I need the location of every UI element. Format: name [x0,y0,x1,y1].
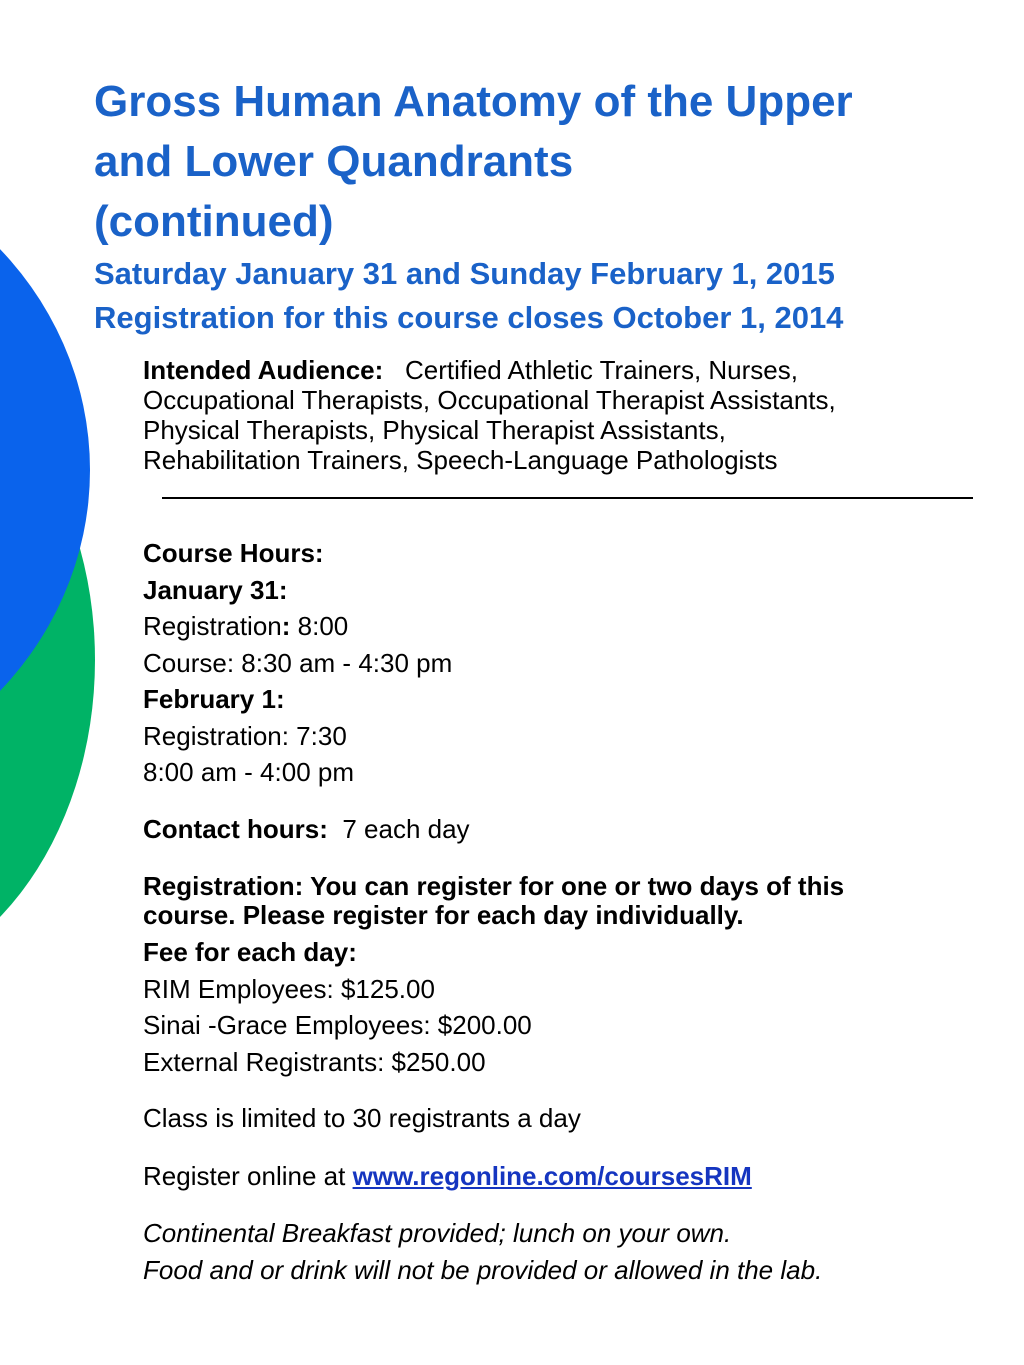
audience-section [143,355,1003,475]
fee-item: Sinai -Grace Employees: $200.00 [143,1010,532,1040]
class-limit: Class is limited to 30 registrants a day [143,1103,581,1133]
day1-label: January 31: [143,574,288,605]
fee-item: RIM Employees: $125.00 [143,973,435,1004]
contact-hours-section [143,811,1003,848]
course-title-line-2: and Lower Quandrants [94,137,574,186]
audience-line-1 [143,355,1003,385]
contact-hours-value: 7 each day [342,814,470,844]
class-limit-section [143,1100,1003,1137]
course-hours-heading: Course Hours: [143,538,324,568]
fees-heading: Fee for each day: [143,937,357,967]
day2-registration: Registration: 7:30 [143,720,347,751]
fee-item: External Registrants: $250.00 [143,1046,486,1077]
day2-label: February 1: [143,684,285,714]
audience-text-1: Certified Athletic Trainers, Nurses, [404,355,798,385]
header [94,72,1019,340]
day2-course-time: 8:00 am - 4:00 pm [143,757,354,787]
day1-registration-colon: : [281,611,291,641]
course-hours-section [143,535,1003,791]
audience-label: Intended Audience: [143,355,384,385]
registration-line-1: Registration: You can register for one or two days of this [143,871,845,901]
audience-line-2: Occupational Therapists, Occupational Therapist Assistants, [143,385,836,415]
day1-registration-label: Registration [143,611,282,641]
course-title-line-3: (continued) [94,197,334,246]
fees-section [143,934,1003,1080]
divider [162,497,973,499]
note-breakfast: Continental Breakfast provided; lunch on your own. [143,1218,732,1248]
registration-link[interactable]: www.regonline.com/coursesRIM [352,1161,752,1191]
day1-registration-time: 8:00 [290,611,349,641]
registration-section [143,872,1003,930]
contact-hours [143,811,1003,848]
course-title-line-1: Gross Human Anatomy of the Upper [94,77,853,126]
course-dates: Saturday January 31 and Sunday February 1, 2015 [94,256,835,291]
note-food: Food and or drink will not be provided or allowed in the lab. [143,1254,823,1285]
register-online-section [143,1158,1003,1195]
registration-line-2: course. Please register for each day individually. [143,900,744,930]
audience-line-4: Rehabilitation Trainers, Speech-Language Pathologists [143,445,778,475]
day1-registration [143,608,1003,645]
register-online-prefix: Register online at [143,1161,353,1191]
registration-deadline: Registration for this course closes October 1, 2014 [94,300,844,335]
notes-section [143,1215,1003,1288]
register-online [143,1158,1003,1195]
day1-course-time: Course: 8:30 am - 4:30 pm [143,647,453,678]
audience-line-3: Physical Therapists, Physical Therapist Assistants, [143,415,726,445]
contact-hours-label: Contact hours: [143,814,328,844]
